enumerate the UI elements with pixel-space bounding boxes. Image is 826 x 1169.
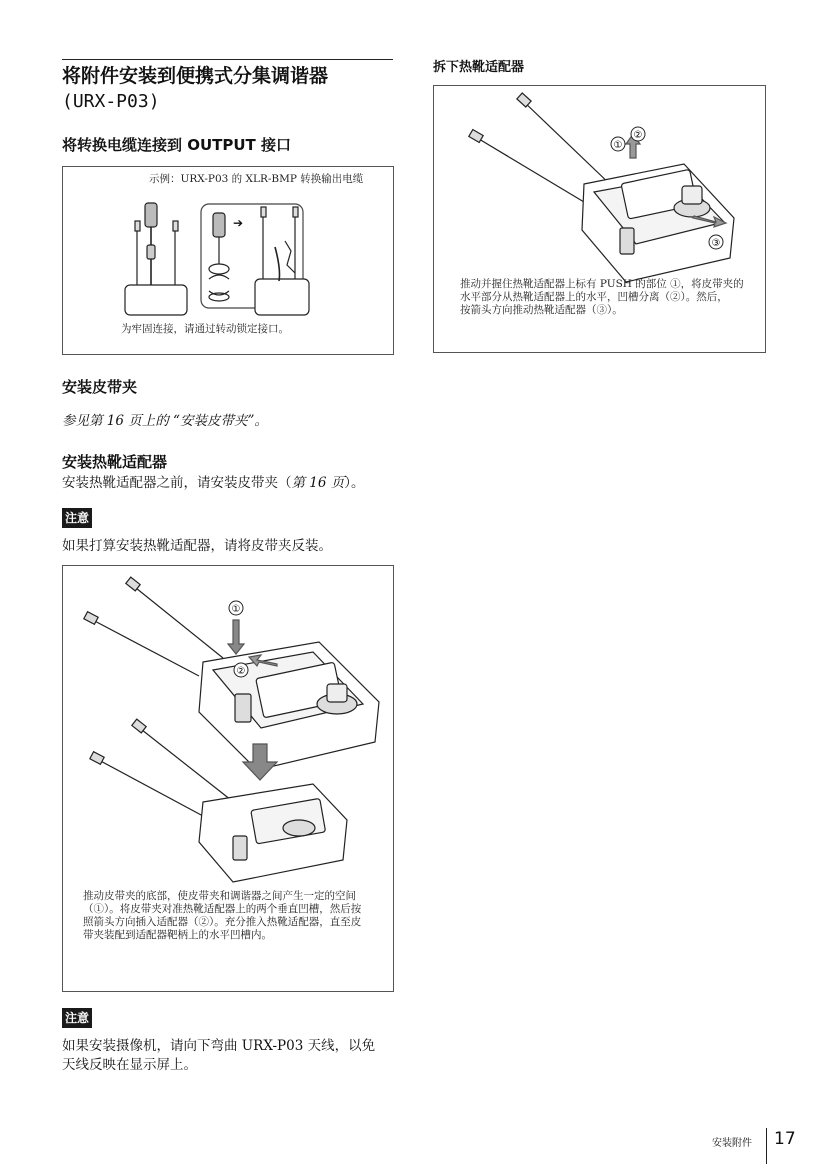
remove-callout-1: ① (613, 140, 623, 151)
callout-1-glyph: ① (231, 604, 241, 615)
note-1-text: 如果打算安装热靴适配器，请将皮带夹反装。 (62, 538, 332, 554)
remove-callout-2: ② (633, 130, 643, 141)
note-2-line-1: 如果安装摄像机，请向下弯曲 URX-P03 天线，以免 (62, 1038, 376, 1054)
figure-output-caption-top: 示例：URX-P03 的 XLR-BMP 转换输出电缆 (149, 173, 364, 185)
footer-divider (766, 1128, 767, 1164)
remove-callout-3: ③ (711, 238, 721, 249)
note-badge-2: 注意 (62, 1008, 92, 1028)
attach-caption-line-1: 推动皮带夹的底部，使皮带夹和调谐器之间产生一定的空间 (83, 890, 356, 902)
hot-shoe-page-link[interactable]: 第 16 页 (291, 475, 345, 491)
hot-shoe-text-suffix: ）。 (344, 475, 365, 491)
callout-2-glyph: ② (236, 666, 246, 677)
remove-caption-line-1: 推动并握住热靴适配器上标有 PUSH 的部位 ①，将皮带夹的 (460, 278, 744, 290)
heading-remove-shoe: 拆下热靴适配器 (433, 60, 525, 75)
remove-caption-line-2: 水平部分从热靴适配器上的水平，凹槽分离（②）。然后， (460, 291, 728, 303)
page-title (62, 64, 402, 114)
figure-output-cable (62, 166, 394, 355)
arrow-right-glyph: ➔ (233, 216, 244, 230)
belt-clip-reference: 参见第 16 页上的 “安装皮带夹”。 (62, 413, 268, 429)
remove-shoe-illustration (434, 86, 765, 276)
heading-belt-clip: 安装皮带夹 (62, 378, 138, 396)
attach-shoe-illustration (63, 566, 393, 866)
heading-hot-shoe: 安装热靴适配器 (62, 453, 168, 471)
heading-output: 将转换电缆连接到 OUTPUT 接口 (62, 136, 292, 154)
note-2-text (62, 1037, 402, 1075)
page-title-line2: (URX-P03) (62, 91, 160, 112)
hot-shoe-instruction (62, 474, 402, 493)
remove-caption-line-3: 按箭头方向推动热靴适配器（③）。 (460, 304, 623, 316)
figure-output-caption-bottom: 为牢固连接，请通过转动锁定接口。 (121, 323, 289, 335)
attach-caption-line-3: 照箭头方向插入适配器（②）。充分推入热靴适配器，直至皮 (83, 916, 362, 928)
figure-remove-caption (460, 278, 760, 317)
figure-attach-shoe (62, 565, 394, 992)
figure-remove-shoe (433, 85, 766, 353)
footer-section-label: 安装附件 (712, 1138, 752, 1149)
note-2-line-2: 天线反映在显示屏上。 (62, 1057, 197, 1073)
page-title-line1: 将附件安装到便携式分集调谐器 (62, 65, 329, 87)
note-badge-1: 注意 (62, 508, 92, 528)
hot-shoe-text-prefix: 安装热靴适配器之前，请安装皮带夹（ (62, 475, 292, 491)
attach-caption-line-2: （①）。将皮带夹对准热靴适配器上的两个垂直凹槽，然后按 (83, 903, 362, 915)
attach-caption-line-4: 带夹装配到适配器靶柄上的水平凹槽内。 (83, 929, 272, 941)
figure-attach-caption (83, 890, 383, 942)
top-rule (62, 59, 393, 60)
page-number: 17 (774, 1129, 796, 1149)
